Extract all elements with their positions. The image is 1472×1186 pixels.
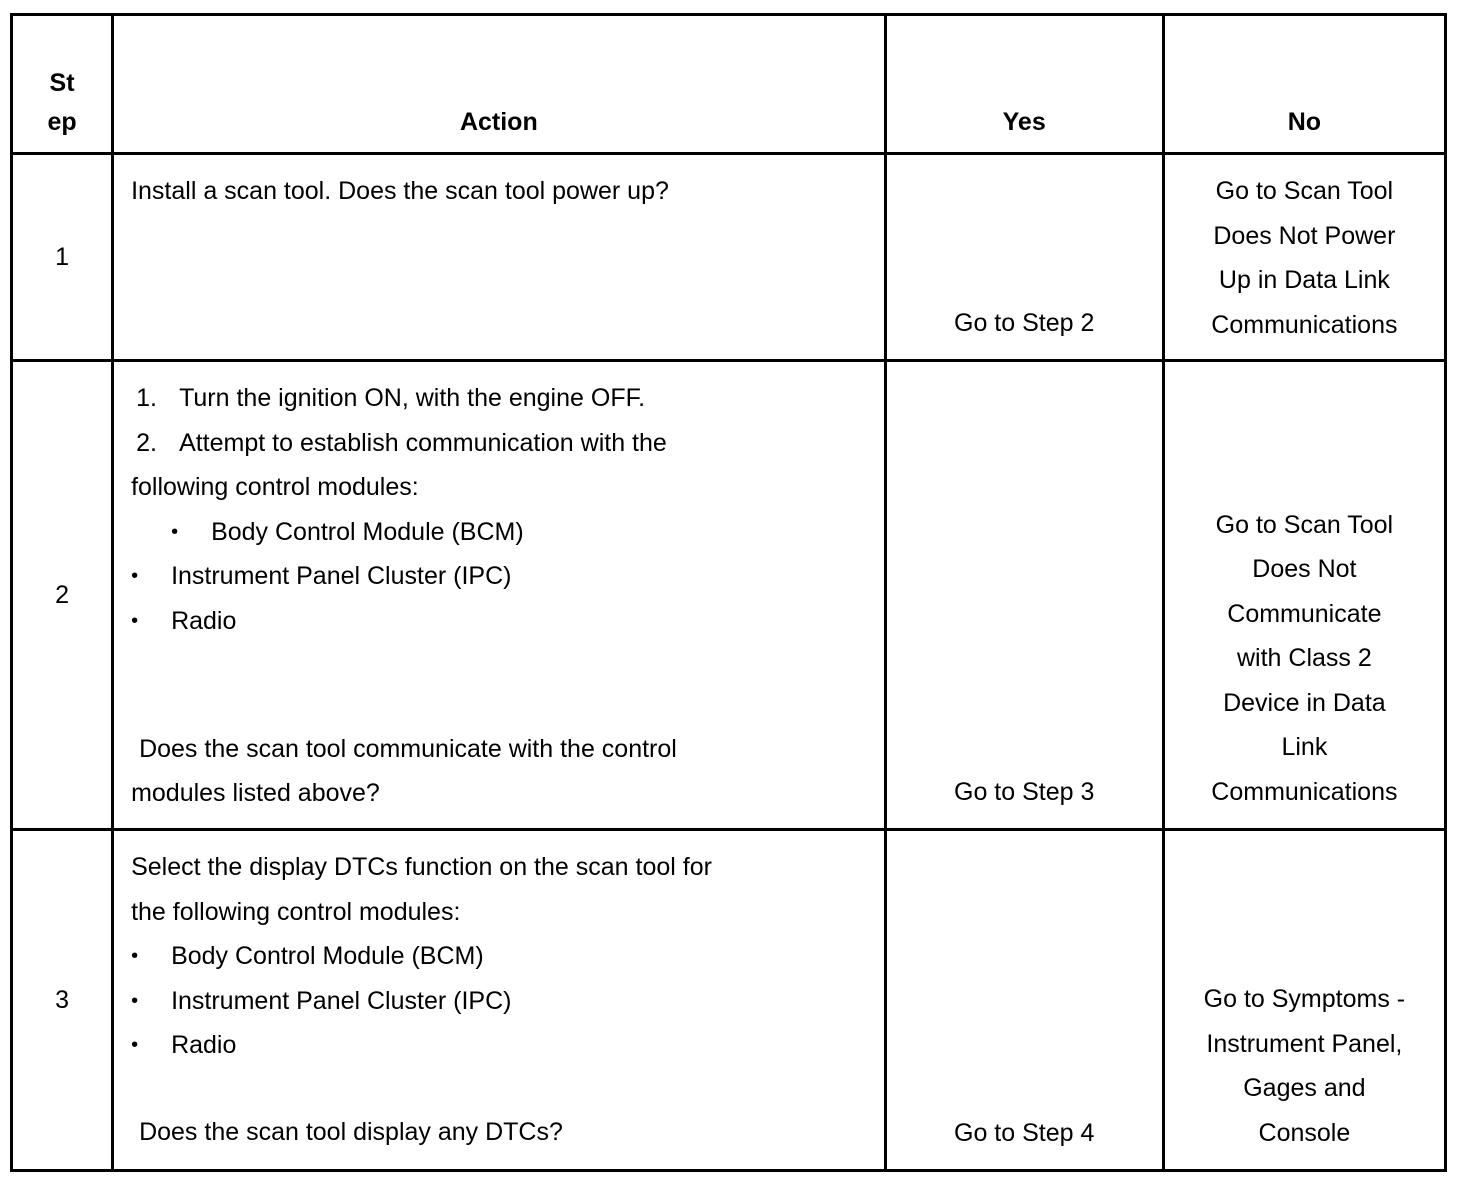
step-cell (12, 361, 113, 830)
header-no (1163, 15, 1445, 154)
yes-cell (885, 830, 1163, 1171)
no-text-line: Link (1281, 733, 1328, 761)
no-text-line: Communications (1211, 310, 1398, 339)
bullet-item (131, 599, 884, 644)
item-number: 1. (136, 384, 157, 412)
no-text-line: Does Not (1252, 555, 1357, 583)
no-text-line: Gages and (1243, 1074, 1366, 1102)
numbered-item (131, 376, 884, 421)
no-text-line: Communications (1211, 777, 1398, 806)
bullet-text: Radio (171, 1031, 237, 1059)
yes-text: Go to Step 3 (954, 778, 1095, 806)
action-cell (113, 830, 886, 1171)
bullet-text: Instrument Panel Cluster (IPC) (171, 562, 512, 590)
bullet-item (131, 979, 884, 1024)
bullet-text: Body Control Module (BCM) (171, 942, 484, 970)
numbered-item (131, 421, 884, 466)
yes-cell (885, 154, 1163, 361)
yes-text: Go to Step 4 (954, 1119, 1095, 1147)
bullet-text: Body Control Module (BCM) (211, 517, 524, 546)
bullet-text: Radio (171, 606, 237, 635)
header-yes (885, 15, 1163, 154)
no-text-line: Go to Scan Tool (1215, 510, 1394, 539)
no-cell (1163, 154, 1445, 361)
no-text-line: Device in Data (1223, 688, 1386, 717)
yes-cell (885, 361, 1163, 830)
header-step (12, 15, 113, 154)
item-text: Turn the ignition ON, with the engine OFF. (179, 384, 646, 412)
bullet-text: Instrument Panel Cluster (IPC) (171, 986, 512, 1015)
question-text: modules listed above? (131, 779, 380, 807)
diagnostic-table (10, 13, 1447, 1172)
header-step-line: ep (47, 108, 77, 136)
bullet-glyph: • (131, 565, 139, 587)
no-text-line: with Class 2 (1237, 644, 1372, 672)
no-text-line: Go to Scan Tool (1215, 177, 1394, 205)
step-cell (12, 830, 113, 1171)
action-text: Install a scan tool. Does the scan tool power up? (131, 177, 669, 205)
header-step-line: St (49, 69, 75, 97)
action-text: the following control modules: (131, 897, 461, 926)
action-text: following control modules: (131, 473, 419, 501)
yes-text: Go to Step 2 (954, 309, 1095, 337)
action-cell (113, 361, 886, 830)
no-text-line: Instrument Panel, (1206, 1029, 1403, 1058)
bullet-item (131, 1023, 884, 1068)
header-yes-label: Yes (1002, 108, 1046, 136)
table-row (12, 830, 1446, 1171)
no-text-line: Does Not Power (1213, 221, 1396, 250)
no-text-line: Console (1258, 1118, 1351, 1147)
header-no-label: No (1287, 108, 1322, 136)
step-number: 3 (55, 986, 69, 1014)
bullet-glyph: • (171, 520, 179, 543)
bullet-glyph: • (131, 1034, 139, 1056)
question-text: Does the scan tool communicate with the control (139, 734, 677, 763)
action-cell (113, 154, 886, 361)
bullet-glyph: • (131, 945, 139, 967)
step-number: 2 (55, 581, 69, 609)
table-row (12, 361, 1446, 830)
no-cell (1163, 361, 1445, 830)
bullet-glyph: • (131, 989, 139, 1012)
header-row (12, 15, 1446, 154)
bullet-item (131, 934, 884, 979)
action-text: Select the display DTCs function on the scan tool for (131, 853, 712, 881)
no-text-line: Communicate (1227, 599, 1382, 628)
no-text-line: Go to Symptoms - (1203, 985, 1406, 1013)
no-cell (1163, 830, 1445, 1171)
bullet-item (131, 554, 884, 599)
item-text: Attempt to establish communication with the (179, 428, 667, 457)
step-number: 1 (55, 243, 69, 271)
bullet-item (131, 510, 884, 555)
header-action (113, 15, 886, 154)
step-cell (12, 154, 113, 361)
bullet-glyph: • (131, 609, 139, 632)
header-action-label: Action (459, 108, 538, 136)
item-number: 2. (136, 428, 157, 457)
table-row (12, 154, 1446, 361)
question-text: Does the scan tool display any DTCs? (139, 1117, 563, 1146)
no-text-line: Up in Data Link (1218, 266, 1390, 294)
